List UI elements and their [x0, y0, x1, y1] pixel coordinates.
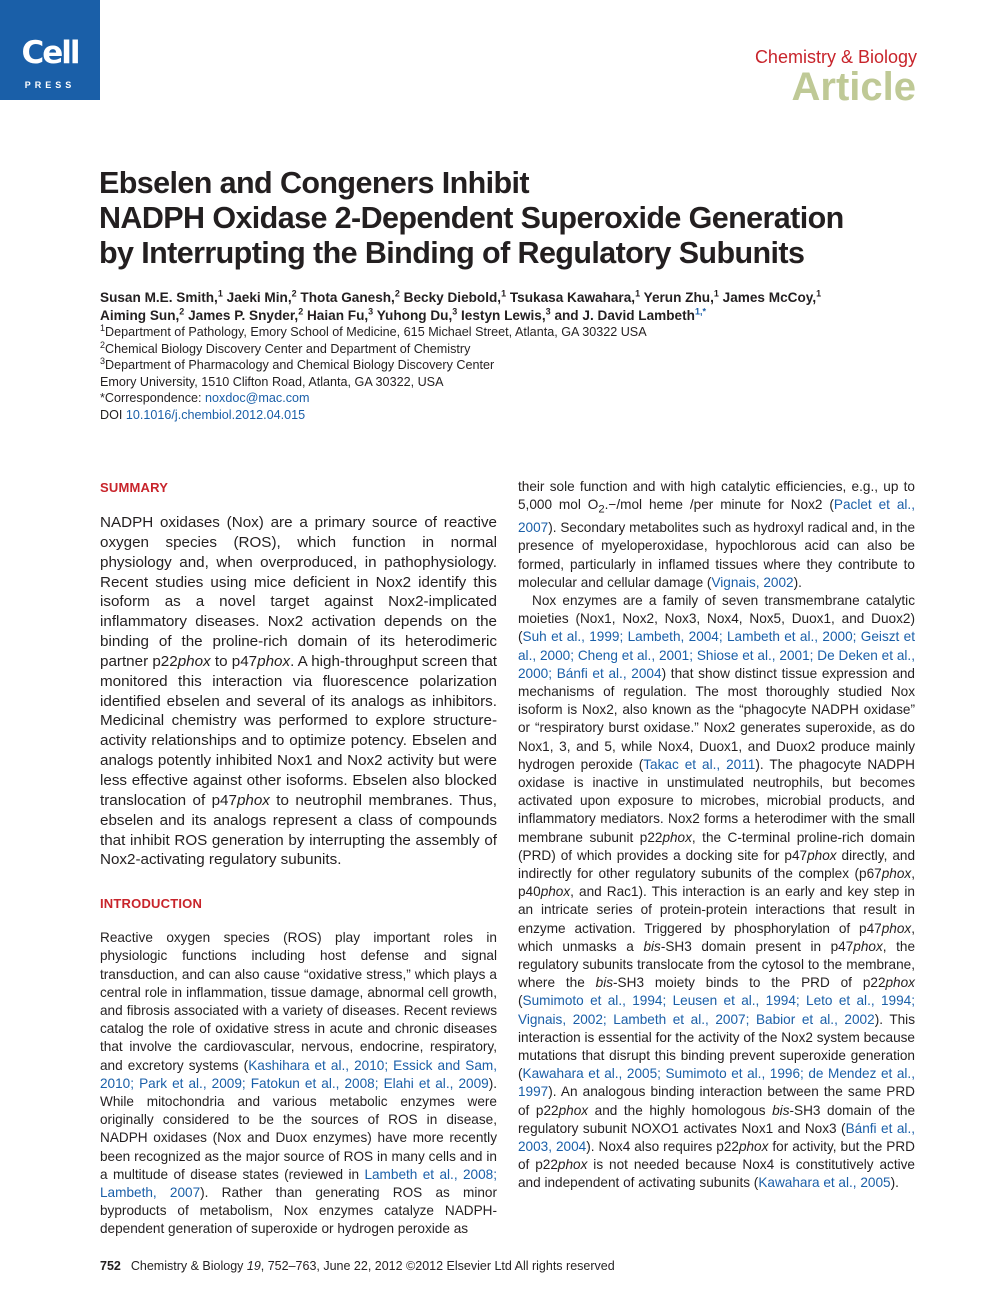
- text-run: ). This interaction is essential for the activity of the Nox2 system because mutations that disrupt this binding prevent superoxide generation (: [518, 1011, 915, 1082]
- text-run: (: [518, 993, 523, 1009]
- title-line: NADPH Oxidase 2-Dependent Superoxide Generation: [99, 201, 844, 235]
- reference-link[interactable]: Vignais, 2002: [711, 574, 794, 590]
- author-name: Thota Ganesh,: [296, 290, 395, 305]
- text-run: is not needed because Nox4 is constitutively active and independent of activating subunits (: [518, 1157, 915, 1191]
- page-footer: [100, 1259, 615, 1273]
- text-run: , and Rac1). This interaction is an early and key step in an intricate series of protein-protein interactions that result in enzyme activation. Triggered by phosphorylation of p47: [518, 884, 915, 936]
- author-name: Jaeki Min,: [222, 290, 292, 305]
- reference-link[interactable]: Paclet et al., 2007: [518, 497, 915, 536]
- italic-text: phox: [662, 829, 692, 845]
- subscript: 2: [598, 503, 605, 516]
- text-run: ).: [890, 1175, 899, 1191]
- title-line: Ebselen and Congeners Inhibit: [99, 166, 529, 200]
- author-name: James McCoy,: [718, 290, 817, 305]
- author-affiliation-mark: 1,*: [694, 306, 706, 317]
- author-affiliation-mark: 2: [394, 288, 400, 299]
- italic-text: phox: [881, 865, 912, 881]
- author-affiliation-mark: 3: [545, 306, 551, 317]
- footer-journal: Chemistry & Biology: [130, 1259, 247, 1273]
- introduction-heading: INTRODUCTION: [100, 896, 203, 912]
- text-run: . A high-throughput screen that monitored this interaction via fluorescence polarization identified ebselen and several of its analogs as inhibitors. Medicinal chemistry was performed to explore structure-activity relationships and to optimize potency. Ebselen and analogs potently inhibited Nox1 and Nox2 activity but were less effective against other isoforms. Ebselen also blocked translocation of p47: [100, 652, 497, 809]
- text-run: -SH3 moiety binds to the PRD of p22: [613, 975, 886, 991]
- text-run: their sole function and with high catalytic efficiencies, e.g., up to 5,000 mol O: [518, 479, 915, 513]
- correspondence-email-link[interactable]: noxdoc@mac.com: [205, 391, 310, 406]
- author-affiliation-mark: 2: [298, 306, 304, 317]
- italic-text: phox: [885, 975, 915, 991]
- affiliation: $^2$Chemical Biology Discovery Center and Department of Chemistry: [100, 339, 471, 356]
- author-affiliation-mark: 3: [368, 306, 374, 317]
- reference-link[interactable]: Sumimoto et al., 1994; Leusen et al., 1994; Leto et al., 1994; Vignais, 2002; Lambeth et al., 2007; Babior et al., 2002: [518, 993, 915, 1027]
- text-run: ). Secondary metabolites such as hydroxyl radical and, in the presence of myeloperoxidase, hypochlorous acid can also be formed, particularly in inflamed tissues where they contribute to molecular and cellular damage (: [518, 520, 915, 590]
- title-line: by Interrupting the Binding of Regulatory Subunits: [99, 236, 805, 270]
- article-title: [99, 166, 929, 271]
- author-name: Aiming Sun,: [100, 308, 180, 323]
- author-name: Iestyn Lewis,: [457, 308, 546, 323]
- italic-text: phox: [881, 920, 912, 936]
- doi: DOI 10.1016/j.chembiol.2012.04.015: [100, 407, 306, 422]
- text-run: ). Rather than generating ROS as minor byproducts of metabolism, Nox enzymes catalyze NADPH-dependent generation of superoxide or hydrogen peroxide as: [100, 1185, 497, 1237]
- correspondence: *Correspondence: noxdoc@mac.com: [100, 391, 310, 406]
- author-affiliation-mark: 1: [501, 288, 507, 299]
- author-affiliation-mark: 1: [713, 288, 719, 299]
- doi-link[interactable]: 10.1016/j.chembiol.2012.04.015: [125, 407, 306, 422]
- reference-link[interactable]: Lambeth et al., 2008; Lambeth, 2007: [100, 1166, 497, 1201]
- author-name: Tsukasa Kawahara,: [506, 290, 636, 305]
- text-run: -SH3 domain of the regulatory subunit NOXO1 activates Nox1 and Nox3 (: [518, 1102, 916, 1136]
- affiliation: $^3$Department of Pharmacology and Chemical Biology Discovery Center: [100, 356, 495, 373]
- italic-text: phox: [738, 1139, 769, 1155]
- author-list: [100, 289, 920, 325]
- article-type-label: Article: [791, 65, 916, 109]
- author-name: Yuhong Du,: [373, 308, 453, 323]
- summary-text: [100, 513, 497, 870]
- affiliation: $^1$Department of Pathology, Emory School of Medicine, 615 Michael Street, Atlanta, GA 30322 USA: [100, 322, 647, 339]
- italic-text: bis: [772, 1102, 790, 1118]
- text-run: directly, and indirectly for other regulatory subunits of the complex (p67: [518, 847, 916, 881]
- author-name: Yerun Zhu,: [640, 290, 714, 305]
- author-name: Haian Fu,: [303, 308, 369, 323]
- italic-text: phox: [557, 1157, 588, 1173]
- page-number: 752: [100, 1259, 121, 1273]
- cell-press-logo: [0, 0, 100, 100]
- text-run: ). An analogous binding interaction between the same PRD of p22: [518, 1084, 915, 1118]
- text-run: Nox enzymes are a family of seven transmembrane catalytic moieties (Nox1, Nox2, Nox3, Nox4, Nox5, Duox1, and Duox2) (: [518, 592, 915, 645]
- italic-text: phox: [853, 938, 883, 954]
- affiliation: Emory University, 1510 Clifton Road, Atlanta, GA 30322, USA: [100, 374, 444, 389]
- italic-text: phox: [540, 884, 571, 900]
- author-affiliation-mark: 2: [179, 306, 185, 317]
- text-run: -SH3 domain present in p47: [660, 938, 854, 954]
- author-affiliation-mark: 1: [816, 288, 822, 299]
- text-run: ) that show distinct tissue expression and mechanisms of regulation. The most thoroughly studied Nox isoform is Nox2, also known as the “phagocyte NADPH oxidase” or “respiratory burst oxidase.” Nox2 generates superoxide, as do Nox1, 3, and 5, while Nox4, Duox1, and Duox2 produce mainly hydrogen peroxide (: [518, 665, 915, 772]
- text-run: ).: [793, 574, 802, 590]
- text-run: NADPH oxidases (Nox) are a primary source of reactive oxygen species (ROS), which function in normal physiology and, when overproduced, in pathophysiology. Recent studies using mice deficient in Nox2 identify this isoform as a novel target against Nox2-implicated inflammatory diseases. Nox2 activation depends on the binding of the proline-rich domain of its heterodimeric partner p22: [100, 514, 497, 670]
- reference-link[interactable]: Takac et al., 2011: [643, 756, 756, 772]
- text-run: , which unmasks a: [518, 920, 915, 954]
- footer-citation: , 752–763, June 22, 2012 ©2012 Elsevier Ltd All rights reserved: [260, 1259, 615, 1273]
- author-affiliation-mark: 2: [291, 288, 297, 299]
- author-affiliation-mark: 1: [635, 288, 641, 299]
- logo-press: PRESS: [24, 80, 76, 90]
- author-name: and J. David Lambeth: [550, 308, 695, 323]
- author-affiliation-mark: 1: [217, 288, 223, 299]
- text-run: for activity, but the PRD of p22: [518, 1139, 915, 1173]
- author-line: [100, 307, 920, 325]
- intro-paragraph-1-continued: [518, 478, 915, 592]
- reference-link[interactable]: Kawahara et al., 2005; Sumimoto et al., 1996; de Mendez et al., 1997: [518, 1066, 915, 1100]
- footer-volume: 19: [246, 1259, 261, 1273]
- italic-text: bis: [643, 938, 661, 954]
- text-run: and the highly homologous: [588, 1102, 773, 1118]
- author-name: James P. Snyder,: [184, 308, 299, 323]
- left-column: [100, 480, 497, 1239]
- author-line: [100, 289, 920, 307]
- text-run: ). The phagocyte NADPH oxidase is inactive in unstimulated neutrophils, but becomes activated upon exposure to microbes, microbial products, and inflammatory mediators. Nox2 forms a heterodimer with the small membrane subunit p22: [518, 756, 915, 845]
- text-run: to p47: [210, 652, 258, 670]
- italic-text: bis: [595, 975, 614, 991]
- author-name: Becky Diebold,: [399, 290, 502, 305]
- text-run: .−/mol heme /per minute for Nox2 (: [604, 497, 834, 513]
- text-run: ). Nox4 also requires p22: [586, 1139, 739, 1155]
- italic-text: phox: [807, 847, 837, 863]
- right-column: [518, 478, 915, 1193]
- text-run: , the regulatory subunits translocate from the cytosol to the membrane, where the: [518, 938, 916, 991]
- author-name: Susan M.E. Smith,: [100, 290, 218, 305]
- reference-link[interactable]: Bánfi et al., 2003, 2004: [518, 1120, 915, 1155]
- reference-link[interactable]: Suh et al., 1999; Lambeth, 2004; Lambeth et al., 2000; Geiszt et al., 2000; Cheng et al., 2001; Shiose et al., 2001; De Deken et al., 2000; Bánfi et al., 2004: [518, 629, 915, 681]
- italic-text: phox: [177, 652, 211, 670]
- intro-paragraph-1: [100, 929, 497, 1238]
- text-run: ). While mitochondria and various metabolic enzymes were originally considered to be the sources of ROS in disease, NADPH oxidases (Nox and Duox enzymes) have more recently been recognized as the major source of ROS in many cells and in a multitude of disease states (reviewed in: [100, 1075, 497, 1182]
- italic-text: phox: [558, 1102, 589, 1118]
- italic-text: phox: [257, 652, 291, 670]
- text-run: to neutrophil membranes. Thus, ebselen and its analogs represent a class of compounds that inhibit ROS generation by interrupting the assembly of Nox2-activating regulatory subunits.: [100, 791, 497, 869]
- reference-link[interactable]: Kawahara et al., 2005: [758, 1175, 891, 1191]
- text-run: , the C-terminal proline-rich domain (PRD) of which provides a docking site for p47: [518, 829, 915, 863]
- text-run: Reactive oxygen species (ROS) play important roles in physiologic functions including host defense and signal transduction, and can also cause “oxidative stress,” which plays a central role in inflammation, tissue damage, abnormal cell growth, and fibrosis associated with a variety of diseases. Recent reviews catalog the role of oxidative stress in acute and chronic diseases that involve the cardiovascular, nervous, endocrine, respiratory, and excretory systems (: [100, 930, 497, 1073]
- affiliations: [100, 324, 920, 424]
- summary-heading: SUMMARY: [100, 480, 169, 495]
- logo-word: Cell: [21, 35, 79, 71]
- reference-link[interactable]: Kashihara et al., 2010; Essick and Sam, 2010; Park et al., 2009; Fatokun et al., 2008; Elahi et al., 2009: [100, 1057, 498, 1091]
- italic-text: phox: [236, 791, 270, 809]
- journal-name: Chemistry & Biology: [754, 47, 917, 67]
- author-affiliation-mark: 3: [452, 306, 458, 317]
- intro-paragraph-2: [518, 592, 915, 1193]
- text-run: , p40: [518, 865, 915, 900]
